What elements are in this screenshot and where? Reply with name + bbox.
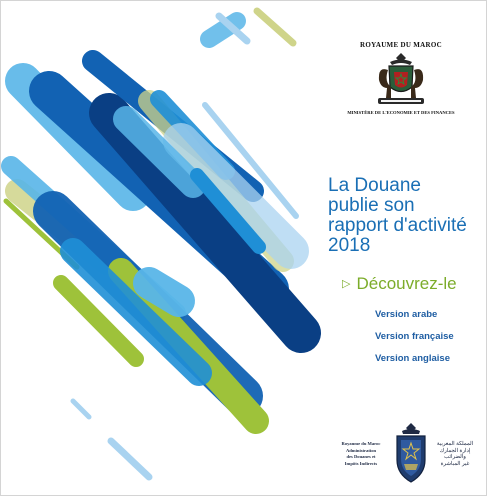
customs-name-line: Impôts Indirects (344, 460, 378, 466)
customs-name-line: المملكة المغربية (436, 441, 474, 447)
version-anglaise-link[interactable]: Version anglaise (375, 353, 450, 364)
headline-line: 2018 (328, 235, 371, 256)
stripe (111, 441, 149, 477)
triangle-right-icon: ▷ (342, 278, 351, 290)
stripe (257, 11, 293, 43)
headline-line: La Douane (328, 175, 421, 196)
moroccan-coat-of-arms-icon (372, 52, 430, 108)
headline-line: rapport d'activité (328, 215, 467, 236)
customs-name-ar (432, 441, 478, 467)
customs-name-line: والضرائب (444, 454, 466, 461)
ministry-name: MINISTÈRE DE L'ECONOMIE ET DES FINANCES (347, 110, 455, 115)
abstract-stripes-artwork (1, 1, 331, 495)
customs-logo (332, 419, 482, 487)
customs-name-line: Administration (345, 447, 377, 453)
headline-line: publie son (328, 195, 415, 216)
version-francaise-link[interactable]: Version française (375, 331, 454, 342)
discover-link[interactable] (342, 274, 457, 294)
stripe (149, 283, 179, 301)
kingdom-title: ROYAUME DU MAROC (360, 41, 442, 49)
ministry-header (331, 41, 471, 115)
customs-name-fr (332, 441, 390, 467)
version-list (375, 304, 454, 370)
discover-label: Découvrez-le (356, 274, 457, 293)
customs-shield-emblem-icon (392, 422, 430, 484)
customs-name-line: Royaume du Maroc (341, 441, 381, 446)
stripe (73, 401, 89, 417)
customs-name-line: des Douanes et (346, 454, 376, 460)
list-item (375, 304, 454, 326)
version-arabe-link[interactable]: Version arabe (375, 309, 438, 320)
list-item (375, 348, 454, 370)
list-item (375, 326, 454, 348)
customs-name-line: إدارة الجمارك (439, 447, 471, 454)
customs-name-line: غير المباشرة (440, 460, 470, 467)
headline (328, 176, 487, 256)
